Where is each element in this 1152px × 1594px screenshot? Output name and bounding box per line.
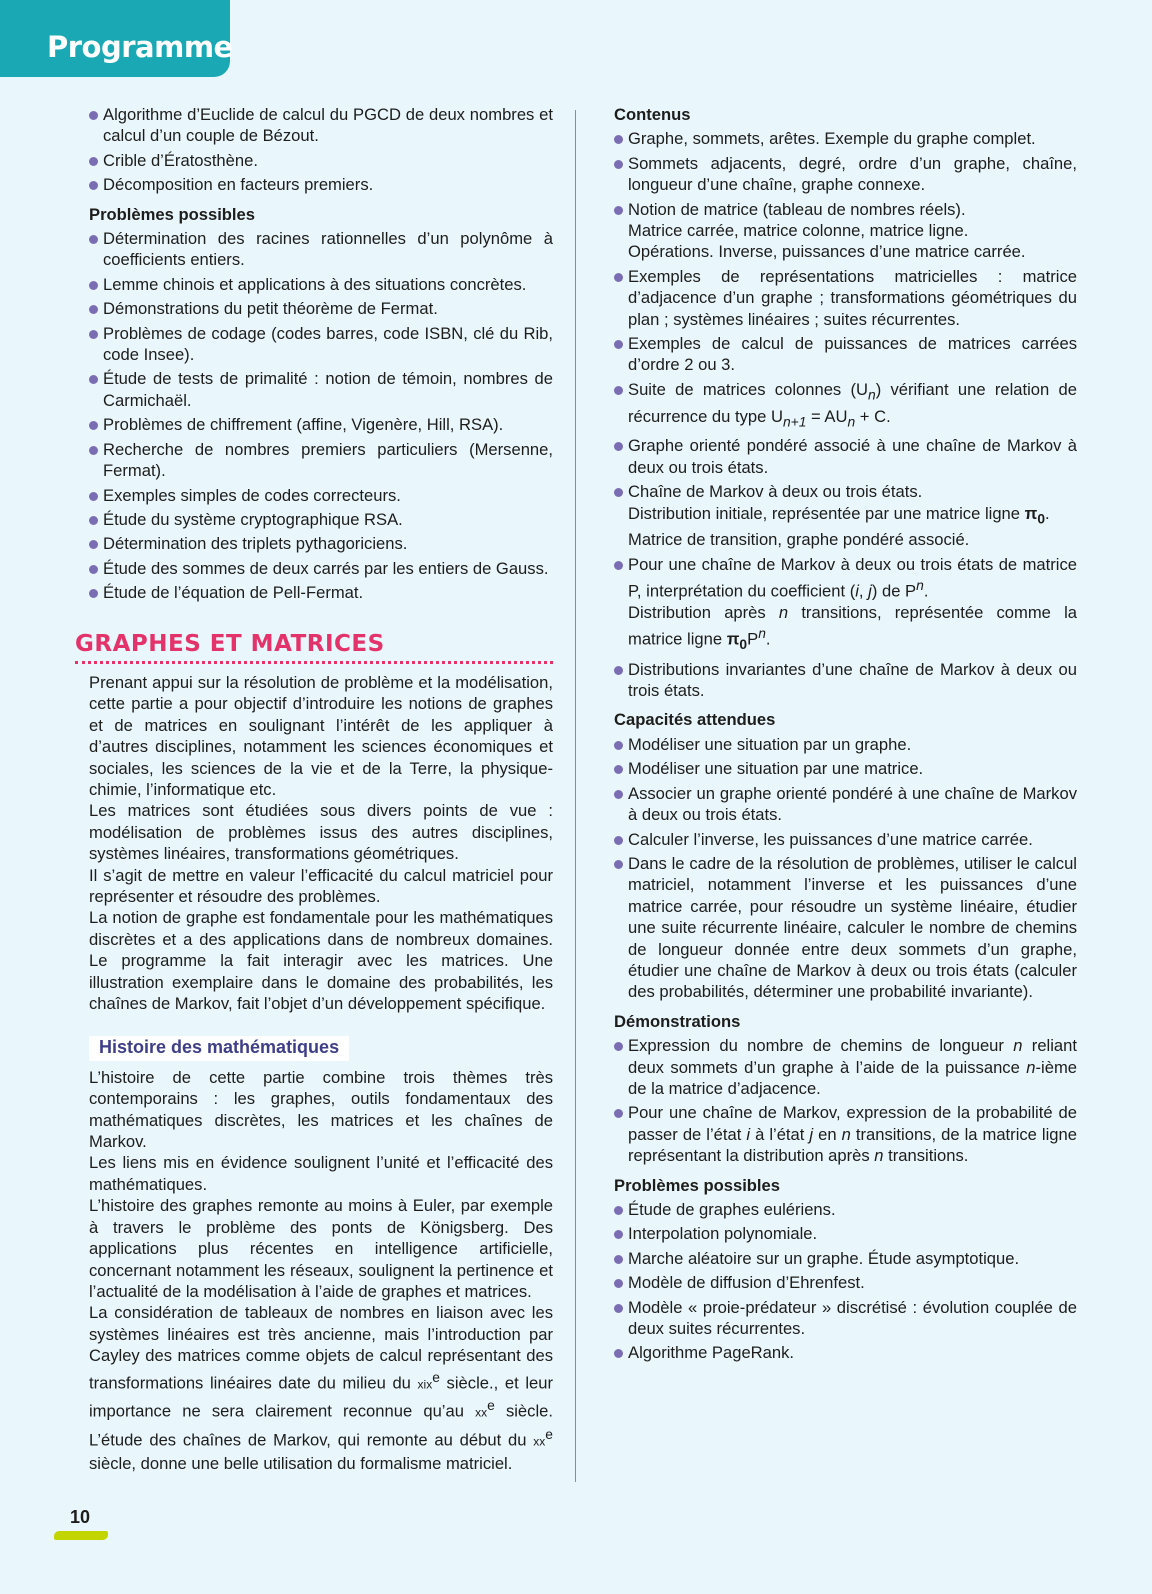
paragraph: L’histoire de cette partie combine trois thèmes très contemporains : les graphes, outils fondamentaux des mathématiques discrètes, les matrices et les chaînes de Markov. <box>89 1067 553 1152</box>
problemes-heading: Problèmes possibles <box>89 204 256 224</box>
list-item: Étude de tests de primalité : notion de témoin, nombres de Carmichaël. <box>89 368 553 411</box>
paragraph: L’histoire des graphes remonte au moins à Euler, par exemple à travers le problème des ponts de Königsberg. Des applications plus récentes en intelligence artificielle, concernant notamment les réseaux, soulignent la pertinence et l’actualité de la modélisation à l’aide de graphes et matrices. <box>89 1196 553 1301</box>
intro-text <box>89 672 553 1015</box>
list-item: Modèle « proie-prédateur » discrétisé : évolution couplée de deux suites récurrentes. <box>614 1297 1077 1340</box>
paragraph: Les liens mis en évidence soulignent l’unité et l’efficacité des mathématiques. <box>89 1153 553 1194</box>
list-item: Problèmes de chiffrement (affine, Vigenère, Hill, RSA). <box>89 414 553 435</box>
list-item: Algorithme PageRank. <box>614 1342 1077 1363</box>
list-item: Suite de matrices colonnes $(U_n)$ vérifiant une relation de récurrence du type $U_{n+1} = AU_n + C$. <box>614 379 1077 432</box>
list-item: Dans le cadre de la résolution de problèmes, utiliser le calcul matriciel, notamment l’inverse et les puissances d’une matrice carrée, pour résoudre un système linéaire, étudier une suite récurrente linéaire, calculer le nombre de chemins de longueur donnée entre deux sommets d’un graphe, étudier une chaîne de Markov à deux ou trois états (calculer des probabilités, déterminer une probabilité invariante). <box>614 853 1077 1003</box>
list-item: Décomposition en facteurs premiers. <box>89 174 553 195</box>
list-item: Démonstrations du petit théorème de Fermat. <box>89 298 553 319</box>
paragraph: Les matrices sont étudiées sous divers points de vue : modélisation de problèmes issus des autres disciplines, systèmes linéaires, transformations géométriques. <box>89 801 553 864</box>
list-item: Étude de graphes eulériens. <box>614 1199 1077 1220</box>
header-title: Programme <box>47 30 233 64</box>
page-number-underline <box>54 1531 108 1540</box>
list-item: Sommets adjacents, degré, ordre d’un graphe, chaîne, longueur d’une chaîne, graphe connexe. <box>614 153 1077 196</box>
history-text <box>89 1067 553 1475</box>
list-item: Détermination des triplets pythagoriciens. <box>89 533 553 554</box>
list-item: Étude de l’équation de Pell-Fermat. <box>89 582 553 603</box>
problemes-list <box>614 1199 1077 1364</box>
section-title: GRAPHES ET MATRICES <box>75 634 553 664</box>
list-item: Expression du nombre de chemins de longueur n reliant deux sommets d’un graphe à l’aide de la puissance n-ième de la matrice d’adjacence. <box>614 1035 1077 1099</box>
list-item: Recherche de nombres premiers particuliers (Mersenne, Fermat). <box>89 439 553 482</box>
paragraph: La considération de tableaux de nombres en liaison avec les systèmes linéaires est très ancienne, mais l’introduction par Cayley des matrices comme objets de calcul représentant des transformations linéaires date du milieu du xix$^e$ siècle., et leur importance ne sera clairement reconnue qu’au $xx^e$ siècle. L’étude des chaînes de Markov, qui remonte au début du $xx^e$ siècle, donne une belle utilisation du formalisme matriciel. <box>89 1303 553 1474</box>
column-divider <box>575 110 576 1482</box>
header-tab <box>0 0 233 77</box>
list-item: Étude du système cryptographique RSA. <box>89 509 553 530</box>
list-item: Pour une chaîne de Markov à deux ou trois états de matrice P, interprétation du coefficient (i, j) de $P^n$. Distribution après n transitions, représentée comme la matrice ligne $\pi_0P^n$. <box>614 554 1077 656</box>
contenus-heading: Contenus <box>614 105 691 124</box>
list-item: Détermination des racines rationnelles d’un polynôme à coefficients entiers. <box>89 228 553 271</box>
list-item: Modèle de diffusion d’Ehrenfest. <box>614 1272 1077 1293</box>
paragraph: Il s’agit de mettre en valeur l’efficacité du calcul matriciel pour représenter et résoudre des problèmes. <box>89 865 553 906</box>
list-item: Graphe, sommets, arêtes. Exemple du graphe complet. <box>614 128 1077 149</box>
list-item: Calculer l’inverse, les puissances d’une matrice carrée. <box>614 829 1077 850</box>
problemes-list <box>89 228 553 604</box>
list-item: Notion de matrice (tableau de nombres réels). Matrice carrée, matrice colonne, matrice ligne. Opérations. Inverse, puissances d’une matrice carrée. <box>614 199 1077 263</box>
left-column <box>75 104 553 1475</box>
paragraph: La notion de graphe est fondamentale pour les mathématiques discrètes et a des applications dans de nombreux domaines. Le programme la fait interagir avec les matrices. Une illustration exemplaire dans le domaine des probabilités, les chaînes de Markov, fait l’objet d’un développement spécifique. <box>89 908 553 1014</box>
list-item: Marche aléatoire sur un graphe. Étude asymptotique. <box>614 1248 1077 1269</box>
top-list <box>89 104 553 196</box>
list-item: Modéliser une situation par un graphe. <box>614 734 1077 755</box>
history-heading: Histoire des mathématiques <box>89 1036 349 1060</box>
list-item: Associer un graphe orienté pondéré à une chaîne de Markov à deux ou trois états. <box>614 783 1077 826</box>
contenus-list <box>614 128 1077 701</box>
demonstrations-heading: Démonstrations <box>614 1011 741 1031</box>
list-item: Distributions invariantes d’une chaîne de Markov à deux ou trois états. <box>614 659 1077 702</box>
list-item: Pour une chaîne de Markov, expression de la probabilité de passer de l’état i à l’état j en n transitions, de la matrice ligne représentant la distribution après n transitions. <box>614 1102 1077 1166</box>
capacites-heading: Capacités attendues <box>614 710 776 730</box>
demonstrations-list <box>614 1035 1077 1166</box>
right-column <box>614 104 1077 1367</box>
list-item: Problèmes de codage (codes barres, code ISBN, clé du Rib, code Insee). <box>89 323 553 366</box>
list-item: Modéliser une situation par une matrice. <box>614 758 1077 779</box>
list-item: Étude des sommes de deux carrés par les entiers de Gauss. <box>89 558 553 579</box>
list-item: Exemples de calcul de puissances de matrices carrées d’ordre 2 ou 3. <box>614 333 1077 376</box>
capacites-list <box>614 734 1077 1003</box>
paragraph: Prenant appui sur la résolution de problème et la modélisation, cette partie a pour objectif d’introduire les notions de graphes et de matrices en soulignant l’intérêt de les appliquer à d’autres disciplines, notamment les sciences économiques et sociales, les sciences de la vie et de la Terre, la physique-chimie, l’informatique etc. <box>89 672 553 799</box>
problemes-heading: Problèmes possibles <box>614 1175 781 1195</box>
list-item: Chaîne de Markov à deux ou trois états. Distribution initiale, représentée par une matrice ligne $\pi_0$. Matrice de transition, graphe pondéré associé. <box>614 481 1077 551</box>
list-item: Interpolation polynomiale. <box>614 1223 1077 1244</box>
list-item: Algorithme d’Euclide de calcul du PGCD de deux nombres et calcul d’un couple de Bézout. <box>89 104 553 147</box>
list-item: Lemme chinois et applications à des situations concrètes. <box>89 274 553 295</box>
page-number: 10 <box>70 1507 91 1527</box>
list-item: Exemples simples de codes correcteurs. <box>89 485 553 506</box>
list-item: Exemples de représentations matricielles : matrice d’adjacence d’un graphe ; transformations géométriques du plan ; systèmes linéaires ; suites récurrentes. <box>614 266 1077 330</box>
list-item: Graphe orienté pondéré associé à une chaîne de Markov à deux ou trois états. <box>614 435 1077 478</box>
list-item: Crible d’Ératosthène. <box>89 150 553 171</box>
